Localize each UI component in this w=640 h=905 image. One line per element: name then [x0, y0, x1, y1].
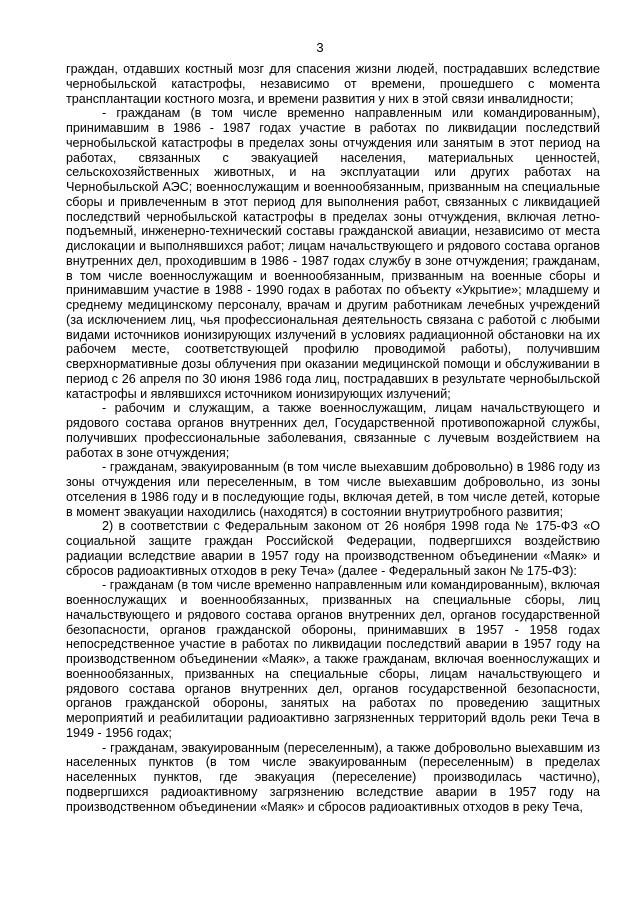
paragraph-chernobyl-liquidators: - гражданам (в том числе временно направленным или командированным), принимавшим в 1986 - 1987 годах участие в работах по ликвидации последствий чернобыльской катастрофы в пределах зоны отчуждения или занятым в этот период на работах, связанных с эвакуацией населения, материальных ценностей, сельскохозяйственных животных, и на эксплуатации или других работах на Чернобыльской АЭС; военнослужащим и военнообязанным, призванным на специальные сборы и привлеченным в этот период для выполнения работ, связанных с ликвидацией последствий чернобыльской катастрофы в пределах зоны отчуждения, включая летно-подъемный, инженерно-технический составы гражданской авиации, независимо от места дислокации и выполнявшихся работ; лицам начальствующего и рядового состава органов внутренних дел, проходившим в 1986 - 1987 годах службу в зоне отчуждения; гражданам, в том числе военнослужащим и военнообязанным, призванным на военные сборы и принимавшим участие в 1988 - 1990 годах в работах по объекту «Укрытие»; младшему и среднему медицинскому персоналу, врачам и другим работникам лечебных учреждений (за исключением лиц, чья профессиональная деятельность связана с работой с любыми видами источников ионизирующих излучений в условиях радиационной обстановки на их рабочем месте, соответствующей профилю проводимой работы), получившим сверхнормативные дозы облучения при оказании медицинской помощи и обслуживании в период с 26 апреля по 30 июня 1986 года лиц, пострадавших в результате чернобыльской катастрофы и являвшихся источником ионизирующих излучений; [66, 106, 600, 401]
paragraph-workers-occupational-disease: - рабочим и служащим, а также военнослужащим, лицам начальствующего и рядового состава органов внутренних дел, Государственной противопожарной службы, получивших профессиональные заболевания, связанные с лучевым воздействием на работах в зоне отчуждения; [66, 401, 600, 460]
page-number: 3 [316, 40, 324, 55]
document-body [66, 62, 600, 814]
paragraph-mayak-evacuated: - гражданам, эвакуированным (переселенным), а также добровольно выехавшим из населенных пунктов (в том числе эвакуированным (переселенным) в пределах населенных пунктов, где эвакуация (переселение) производилась частично), подвергшихся радиоактивному загрязнению вследствие аварии в 1957 году на производственном объединении «Маяк» и сбросов радиоактивных отходов в реку Теча, [66, 740, 600, 814]
paragraph-mayak-liquidators: - гражданам (в том числе временно направленным или командированным), включая военнослужащих и военнообязанных, призванных на специальные сборы, лиц начальствующего и рядового состава органов внутренних дел, органов государственной безопасности, органов гражданской обороны, принимавших в 1957 - 1958 годах непосредственное участие в работах по ликвидации последствий аварии в 1957 году на производственном объединении «Маяк», а также гражданам, включая военнослужащих и военнообязанных, призванных на специальные сборы, лицам начальствующего и рядового состава органов внутренних дел, органов государственной безопасности, органов гражданской обороны, занятых на работах по проведению защитных мероприятий и реабилитации радиоактивно загрязненных территорий вдоль реки Теча в 1949 - 1956 годах; [66, 578, 600, 740]
paragraph-federal-law-175: 2) в соответствии с Федеральным законом от 26 ноября 1998 года № 175-ФЗ «О социальной защите граждан Российской Федерации, подвергшихся воздействию радиации вследствие аварии в 1957 году на производственном объединении «Маяк» и сбросов радиоактивных отходов в реку Теча» (далее - Федеральный закон № 175-ФЗ): [66, 519, 600, 578]
paragraph-evacuated-citizens: - гражданам, эвакуированным (в том числе выехавшим добровольно) в 1986 году из зоны отчуждения или переселенным, в том числе выехавшим добровольно, из зоны отселения в 1986 году и в последующие годы, включая детей, в том числе детей, которые в момент эвакуации находились (находятся) в состоянии внутриутробного развития; [66, 460, 600, 519]
paragraph-continuation: граждан, отдавших костный мозг для спасения жизни людей, пострадавших вследствие чернобыльской катастрофы, независимо от времени, прошедшего с момента трансплантации костного мозга, и времени развития у них в этой связи инвалидности; [66, 62, 600, 106]
